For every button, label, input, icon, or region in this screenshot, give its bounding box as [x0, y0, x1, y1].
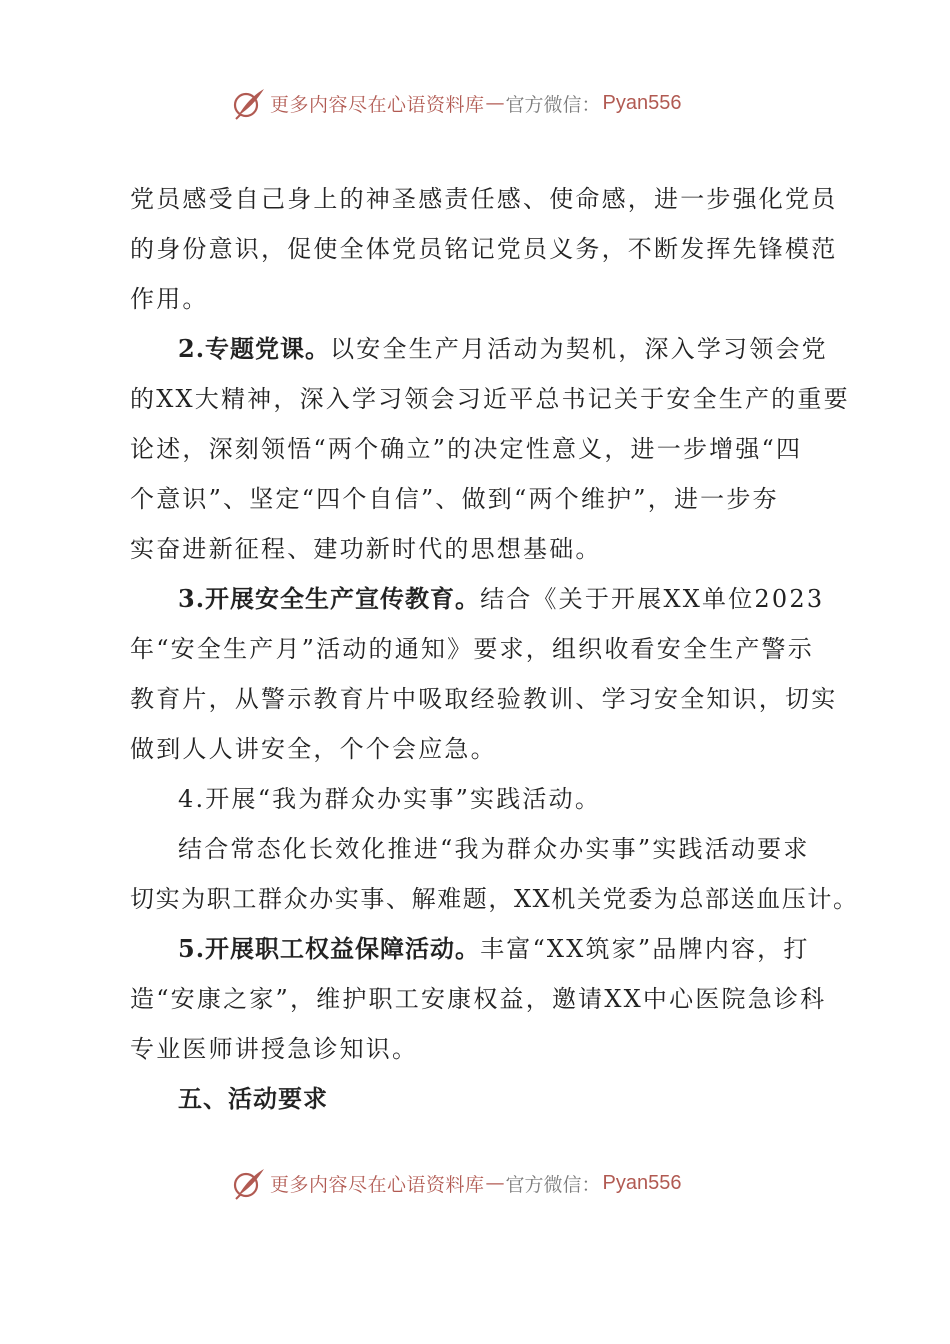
paragraph-3 [130, 574, 838, 774]
paragraph-heading: 5.开展职工权益保障活动。 [178, 934, 481, 963]
quill-logo-icon [232, 1166, 266, 1200]
paragraph-5 [130, 824, 859, 924]
text-line: 专业医师讲授急诊知识。 [130, 1035, 419, 1063]
text-line: 教育片，从警示教育片中吸取经验教训、学习安全知识，切实 [130, 685, 838, 713]
text-line: 论述，深刻领悟“两个确立”的决定性意义，进一步增强“四 [130, 435, 803, 463]
paragraph-heading: 3.开展安全生产宣传教育。 [178, 584, 481, 613]
banner-site-text: 更多内容尽在心语资料库 [270, 1173, 485, 1196]
banner-separator: — [485, 92, 505, 114]
banner-wechat-id: Pyan556 [602, 91, 682, 114]
text-line: 年“安全生产月”活动的通知》要求，组织收看安全生产警示 [130, 635, 814, 663]
text-line [130, 924, 830, 974]
text-line: 的XX大精神，深入学习领会习近平总书记关于安全生产的重要 [130, 385, 850, 413]
paragraph-text: 以安全生产月活动为契机，深入学习领会党 [330, 335, 828, 363]
paragraph-heading: 2.专题党课。 [178, 334, 331, 363]
document-body [130, 174, 859, 1124]
text-line: 个意识”、坚定“四个自信”、做到“两个维护”，进一步夯 [130, 485, 779, 513]
text-line: 作用。 [130, 285, 209, 313]
paragraph-text: 结合《关于开展XX单位2023 [480, 585, 825, 613]
banner-wechat-id: Pyan556 [602, 1171, 682, 1194]
banner-site-text: 更多内容尽在心语资料库 [270, 93, 485, 116]
text-line [130, 574, 830, 624]
footer-banner[interactable] [232, 1166, 682, 1200]
header-banner[interactable] [232, 86, 682, 120]
banner-separator: — [485, 1172, 505, 1194]
paragraph-text: 丰富“XX筑家”品牌内容，打 [480, 935, 810, 963]
text-line: 党员感受自己身上的神圣感责任感、使命感，进一步强化党员 [130, 185, 838, 213]
banner-official-label: 官方微信： [505, 1173, 601, 1196]
text-line [130, 324, 830, 374]
paragraph-1 [130, 174, 838, 324]
quill-logo-icon [232, 86, 266, 120]
text-line: 实奋进新征程、建功新时代的思想基础。 [130, 535, 602, 563]
section-title: 五、活动要求 [178, 1084, 328, 1113]
text-line: 结合常态化长效化推进“我为群众办实事”实践活动要求 [178, 835, 810, 863]
section-heading [130, 1074, 830, 1124]
text-line: 4.开展“我为群众办实事”实践活动。 [178, 785, 602, 813]
paragraph-4 [130, 774, 830, 824]
text-line: 切实为职工群众办实事、解难题，XX机关党委为总部送血压计。 [130, 885, 859, 913]
banner-official-label: 官方微信： [505, 93, 601, 116]
text-line: 造“安康之家”，维护职工安康权益，邀请XX中心医院急诊科 [130, 985, 827, 1013]
paragraph-2 [130, 324, 850, 574]
paragraph-6 [130, 924, 830, 1074]
text-line: 做到人人讲安全，个个会应急。 [130, 735, 497, 763]
text-line: 的身份意识，促使全体党员铭记党员义务，不断发挥先锋模范 [130, 235, 838, 263]
